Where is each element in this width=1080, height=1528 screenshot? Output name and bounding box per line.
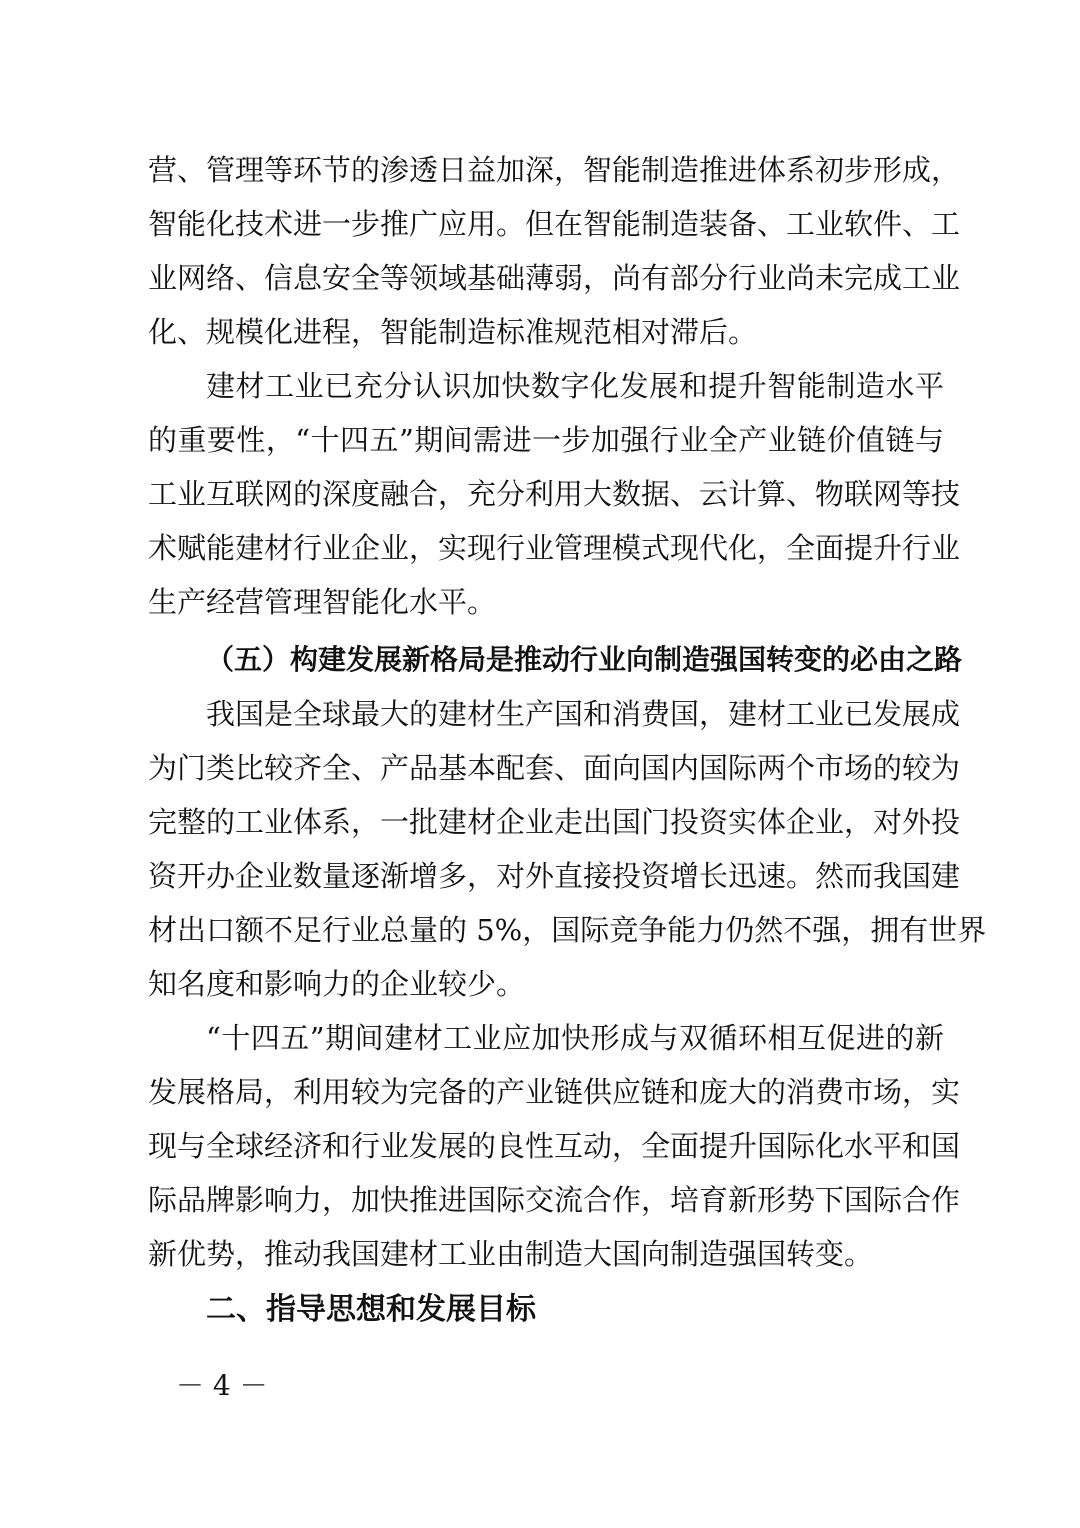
page-number: － 4 － bbox=[176, 1369, 268, 1402]
paragraph-4-line-3: 现与全球经济和行业发展的良性互动，全面提升国际化水平和国 bbox=[148, 1129, 961, 1163]
subheading-five: （五）构建发展新格局是推动行业向制造强国转变的必由之路 bbox=[206, 643, 963, 676]
paragraph-1-line-4: 化、规模化进程，智能制造标准规范相对滞后。 bbox=[148, 315, 758, 349]
paragraph-3-line-1: 我国是全球最大的建材生产国和消费国，建材工业已发展成 bbox=[206, 697, 961, 731]
paragraph-1-line-3: 业网络、信息安全等领域基础薄弱，尚有部分行业尚未完成工业 bbox=[148, 261, 961, 295]
paragraph-2-line-5: 生产经营管理智能化水平。 bbox=[148, 585, 497, 619]
paragraph-2-line-1: 建材工业已充分认识加快数字化发展和提升智能制造水平 bbox=[206, 369, 944, 403]
paragraph-4-line-1: “十四五”期间建材工业应加快形成与双循环相互促进的新 bbox=[206, 1021, 944, 1055]
paragraph-3-line-5: 材出口额不足行业总量的 5%，国际竞争能力仍然不强，拥有世界 bbox=[148, 913, 987, 947]
paragraph-3-line-2: 为门类比较齐全、产品基本配套、面向国内国际两个市场的较为 bbox=[148, 751, 961, 785]
paragraph-3-line-6: 知名度和影响力的企业较少。 bbox=[148, 967, 526, 1001]
paragraph-4-line-4: 际品牌影响力，加快推进国际交流合作，培育新形势下国际合作 bbox=[148, 1183, 961, 1217]
paragraph-2-line-2: 的重要性，“十四五”期间需进一步加强行业全产业链价值链与 bbox=[148, 423, 944, 457]
paragraph-4-line-2: 发展格局，利用较为完备的产业链供应链和庞大的消费市场，实 bbox=[148, 1075, 961, 1109]
paragraph-2-line-4: 术赋能建材行业企业，实现行业管理模式现代化，全面提升行业 bbox=[148, 531, 961, 565]
paragraph-3-line-4: 资开办企业数量逐渐增多，对外直接投资增长迅速。然而我国建 bbox=[148, 859, 961, 893]
paragraph-4-line-5: 新优势，推动我国建材工业由制造大国向制造强国转变。 bbox=[148, 1237, 874, 1271]
paragraph-2-line-3: 工业互联网的深度融合，充分利用大数据、云计算、物联网等技 bbox=[148, 477, 961, 511]
paragraph-1-line-2: 智能化技术进一步推广应用。但在智能制造装备、工业软件、工 bbox=[148, 207, 961, 241]
paragraph-1-line-1: 营、管理等环节的渗透日益加深，智能制造推进体系初步形成， bbox=[148, 153, 961, 187]
section-heading-two: 二、指导思想和发展目标 bbox=[206, 1292, 536, 1327]
paragraph-3-line-3: 完整的工业体系，一批建材企业走出国门投资实体企业，对外投 bbox=[148, 805, 961, 839]
